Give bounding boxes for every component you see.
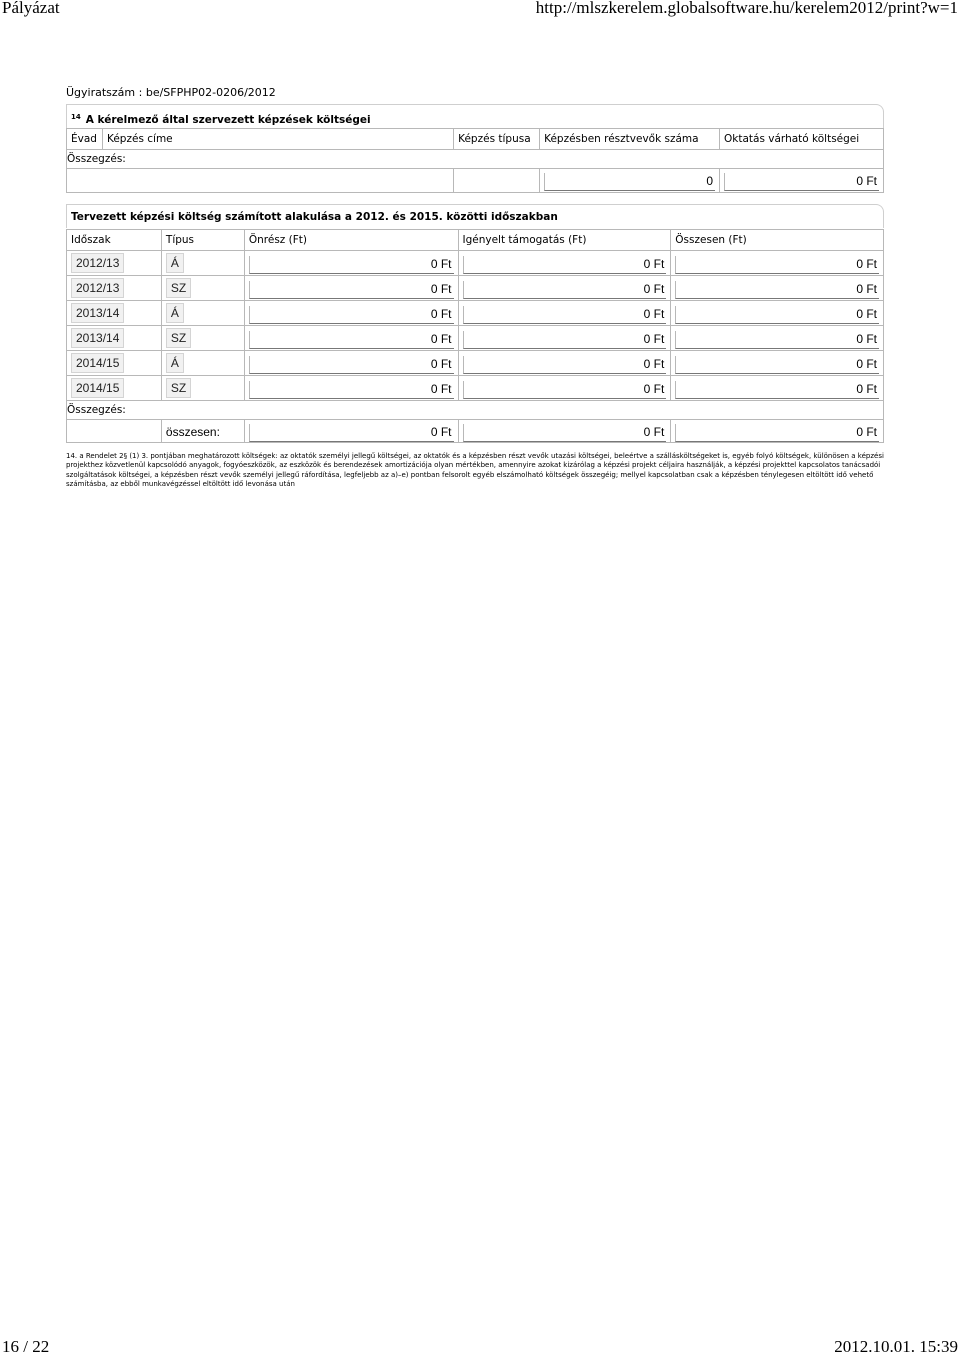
- footnote-marker: 14: [71, 113, 81, 121]
- type-cell: SZ: [166, 328, 191, 348]
- table-header-row: [67, 129, 884, 150]
- own-contribution-cell: 0 Ft: [249, 381, 454, 399]
- column-header: Igényelt támogatás (Ft): [458, 230, 671, 251]
- column-header: Képzés címe: [102, 129, 453, 150]
- type-cell: SZ: [166, 278, 191, 298]
- total-sum: 0 Ft: [675, 424, 879, 442]
- summary-label-row: [67, 401, 884, 420]
- column-header: Évad: [67, 129, 103, 150]
- requested-support-cell: 0 Ft: [463, 256, 667, 274]
- column-header: Képzés típusa: [454, 129, 540, 150]
- summary-count: 0: [544, 173, 715, 191]
- table-row: [67, 376, 884, 401]
- column-header: Képzésben résztvevők száma: [540, 129, 720, 150]
- reference-number: Ügyiratszám : be/SFPHP02-0206/2012: [66, 86, 276, 99]
- section-title: A kérelmező által szervezett képzések költségei: [85, 114, 371, 126]
- total-label: összesen:: [165, 425, 220, 439]
- period-cell: 2014/15: [71, 378, 124, 398]
- requested-support-cell: 0 Ft: [463, 281, 667, 299]
- type-cell: SZ: [166, 378, 191, 398]
- own-contribution-cell: 0 Ft: [249, 331, 454, 349]
- table-row: [67, 351, 884, 376]
- total-row: [67, 420, 884, 443]
- period-rows: [67, 251, 884, 401]
- total-cell: 0 Ft: [675, 281, 879, 299]
- table-header-row: [67, 230, 884, 251]
- summary-row: [67, 169, 884, 193]
- section-title: Tervezett képzési költség számított alakulása a 2012. és 2015. közötti időszakban: [71, 211, 558, 223]
- summary-label: Összegzés:: [67, 404, 126, 416]
- own-contribution-cell: 0 Ft: [249, 281, 454, 299]
- total-cell: 0 Ft: [675, 356, 879, 374]
- table-row: [67, 301, 884, 326]
- period-cell: 2012/13: [71, 278, 124, 298]
- own-contribution-cell: 0 Ft: [249, 256, 454, 274]
- footnote-text: 14. a Rendelet 2§ (1) 3. pontjában meghatározott költségek: az oktatók személyi jellegű költségei, az oktatók és a képzésben részt vevők utazási költségei, beleértve a szállásköltségeket is, egyéb folyó költségek, különösen a képzési projekthez közvetlenül kapcsolódó anyagok, fogyóeszközök, az eszközök és berendezések amortizációja olyan mértékben, amennyire azokat kizárólag a képzési projekt céljaira használják, a képzési projekttel kapcsolatos tanácsadói szolgáltatások költségei, a képzésben részt vevők személyi jellegű ráfordítása, legfeljebb az a)–e) pontban felsorolt egyéb elszámolható költségek összegéig; mellyel kapcsolatban csak a képzésben ténylegesen eltöltött idő vehető számításba, az ebből munkavégzéssel eltöltött idő levonása után: [66, 452, 884, 488]
- period-cell: 2014/15: [71, 353, 124, 373]
- section-heading: [66, 204, 884, 228]
- table-row: [67, 251, 884, 276]
- own-contribution-cell: 0 Ft: [249, 306, 454, 324]
- total-cell: 0 Ft: [675, 256, 879, 274]
- summary-cost: 0 Ft: [724, 173, 879, 191]
- document-title: Pályázat: [2, 0, 60, 17]
- column-header: Oktatás várható költségei: [720, 129, 884, 150]
- total-cell: 0 Ft: [675, 306, 879, 324]
- column-header: Önrész (Ft): [244, 230, 458, 251]
- table-row: [67, 276, 884, 301]
- type-cell: Á: [166, 303, 184, 323]
- total-own-contribution: 0 Ft: [249, 424, 454, 442]
- period-cell: 2013/14: [71, 328, 124, 348]
- print-timestamp: 2012.10.01. 15:39: [834, 1337, 958, 1356]
- page-indicator: 16 / 22: [2, 1337, 50, 1356]
- summary-label-row: [67, 150, 884, 169]
- total-cell: 0 Ft: [675, 331, 879, 349]
- total-requested-support: 0 Ft: [463, 424, 667, 442]
- section-heading: [66, 104, 884, 128]
- period-cell: 2012/13: [71, 253, 124, 273]
- planned-costs-table: [66, 229, 884, 443]
- total-cell: 0 Ft: [675, 381, 879, 399]
- column-header: Összesen (Ft): [671, 230, 884, 251]
- column-header: Típus: [161, 230, 244, 251]
- requested-support-cell: 0 Ft: [463, 381, 667, 399]
- type-cell: Á: [166, 353, 184, 373]
- page-url: http://mlszkerelem.globalsoftware.hu/kerelem2012/print?w=1: [535, 0, 958, 17]
- requested-support-cell: 0 Ft: [463, 306, 667, 324]
- type-cell: Á: [166, 253, 184, 273]
- training-costs-table: [66, 128, 884, 193]
- column-header: Időszak: [67, 230, 162, 251]
- period-cell: 2013/14: [71, 303, 124, 323]
- requested-support-cell: 0 Ft: [463, 356, 667, 374]
- table-row: [67, 326, 884, 351]
- summary-label: Összegzés:: [67, 153, 126, 165]
- own-contribution-cell: 0 Ft: [249, 356, 454, 374]
- requested-support-cell: 0 Ft: [463, 331, 667, 349]
